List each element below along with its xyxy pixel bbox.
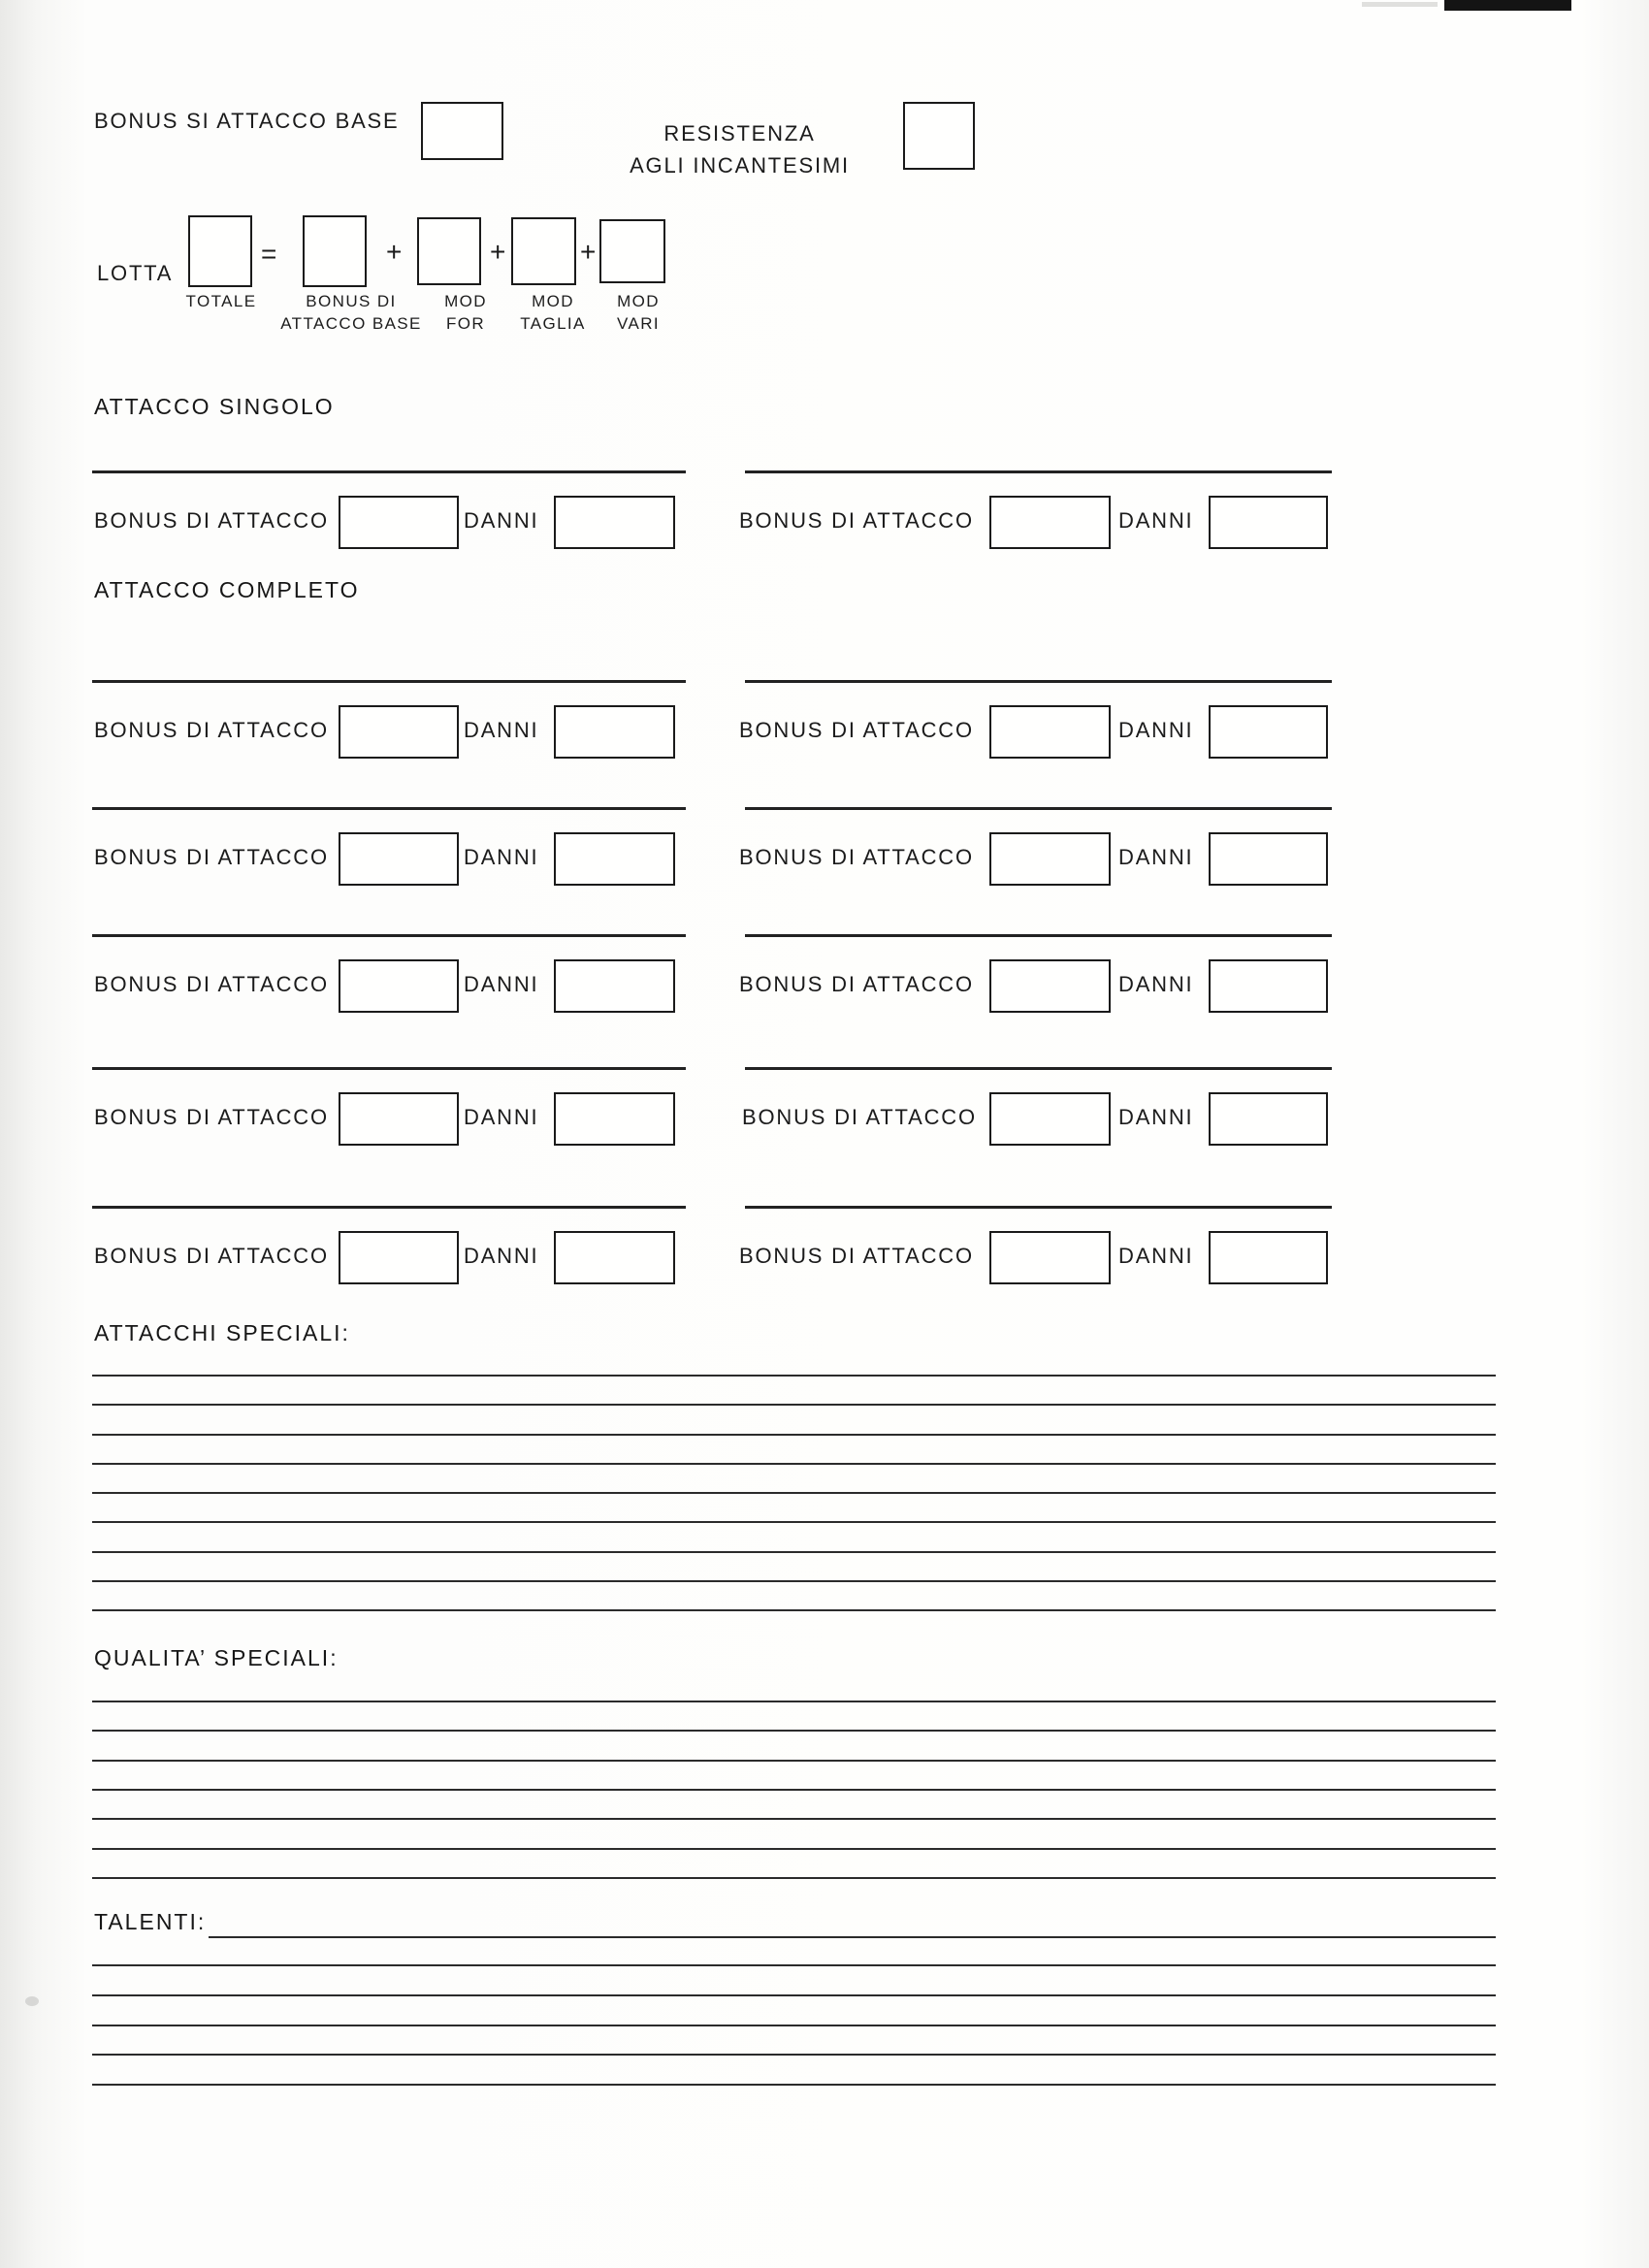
weapon-name-line[interactable] bbox=[92, 807, 686, 810]
weapon-name-line[interactable] bbox=[92, 934, 686, 937]
ruled-line[interactable] bbox=[92, 1701, 1496, 1702]
plus-sign: + bbox=[490, 237, 506, 267]
ruled-line[interactable] bbox=[92, 1521, 1496, 1523]
resistenza-incantesimi-field[interactable] bbox=[903, 102, 975, 170]
attack-bonus-field[interactable] bbox=[339, 832, 459, 886]
ruled-line[interactable] bbox=[92, 1434, 1496, 1436]
scan-edge-smudge bbox=[25, 1996, 39, 2006]
ruled-line[interactable] bbox=[92, 2025, 1496, 2026]
bonus-di-attacco-label: BONUS DI ATTACCO bbox=[739, 1244, 974, 1268]
lotta-mod-for-caption: MOD FOR bbox=[444, 292, 487, 333]
attack-damage-field[interactable] bbox=[1209, 832, 1328, 886]
talenti-lines bbox=[92, 1964, 1496, 2090]
attacchi-speciali-lines bbox=[92, 1375, 1496, 1617]
lotta-bonus-attacco-base-field[interactable] bbox=[303, 215, 367, 287]
ruled-line[interactable] bbox=[92, 1609, 1496, 1611]
ruled-line[interactable] bbox=[92, 1877, 1496, 1879]
attack-bonus-field[interactable] bbox=[989, 496, 1111, 549]
lotta-label: LOTTA bbox=[97, 261, 174, 285]
danni-label: DANNI bbox=[464, 972, 539, 996]
attack-bonus-field[interactable] bbox=[989, 959, 1111, 1013]
attack-damage-field[interactable] bbox=[1209, 959, 1328, 1013]
lotta-mod-vari-caption: MOD VARI bbox=[616, 292, 661, 333]
bonus-di-attacco-label: BONUS DI ATTACCO bbox=[94, 718, 329, 742]
weapon-name-line[interactable] bbox=[745, 470, 1332, 473]
talenti-inline-line[interactable] bbox=[209, 1936, 1496, 1938]
ruled-line[interactable] bbox=[92, 1848, 1496, 1850]
qualita-speciali-title: QUALITA’ SPECIALI: bbox=[94, 1645, 339, 1670]
attack-bonus-field[interactable] bbox=[339, 496, 459, 549]
ruled-line[interactable] bbox=[92, 1404, 1496, 1406]
attack-damage-field[interactable] bbox=[554, 1231, 675, 1284]
equals-sign: = bbox=[261, 239, 277, 269]
attack-damage-field[interactable] bbox=[1209, 496, 1328, 549]
bonus-di-attacco-label: BONUS DI ATTACCO bbox=[94, 845, 329, 869]
plus-sign: + bbox=[386, 237, 403, 267]
bonus-di-attacco-label: BONUS DI ATTACCO bbox=[739, 508, 974, 533]
attack-bonus-field[interactable] bbox=[339, 1092, 459, 1146]
bonus-di-attacco-label: BONUS DI ATTACCO bbox=[94, 1244, 329, 1268]
attack-bonus-field[interactable] bbox=[339, 959, 459, 1013]
lotta-bonus-attacco-base-caption: BONUS DI ATTACCO BASE bbox=[280, 292, 422, 333]
weapon-name-line[interactable] bbox=[92, 470, 686, 473]
bonus-si-attacco-base-label: BONUS SI ATTACCO BASE bbox=[94, 109, 400, 133]
danni-label: DANNI bbox=[464, 1105, 539, 1129]
attack-row bbox=[0, 807, 1649, 900]
ruled-line[interactable] bbox=[92, 1580, 1496, 1582]
attacchi-speciali-title: ATTACCHI SPECIALI: bbox=[94, 1320, 350, 1345]
bonus-di-attacco-label: BONUS DI ATTACCO bbox=[94, 972, 329, 996]
weapon-name-line[interactable] bbox=[745, 1067, 1332, 1070]
talenti-title: TALENTI: bbox=[94, 1909, 207, 1934]
ruled-line[interactable] bbox=[92, 1463, 1496, 1465]
danni-label: DANNI bbox=[1118, 1105, 1194, 1129]
ruled-line[interactable] bbox=[92, 1730, 1496, 1732]
attack-row bbox=[0, 680, 1649, 773]
attack-bonus-field[interactable] bbox=[339, 1231, 459, 1284]
lotta-mod-taglia-field[interactable] bbox=[511, 217, 576, 285]
danni-label: DANNI bbox=[464, 718, 539, 742]
attack-row bbox=[0, 1206, 1649, 1299]
attack-bonus-field[interactable] bbox=[989, 705, 1111, 759]
danni-label: DANNI bbox=[464, 508, 539, 533]
ruled-line[interactable] bbox=[92, 1375, 1496, 1377]
scan-corner-mark bbox=[1444, 0, 1571, 11]
attack-damage-field[interactable] bbox=[554, 832, 675, 886]
danni-label: DANNI bbox=[464, 1244, 539, 1268]
ruled-line[interactable] bbox=[92, 1994, 1496, 1996]
attack-damage-field[interactable] bbox=[1209, 1092, 1328, 1146]
weapon-name-line[interactable] bbox=[92, 1067, 686, 1070]
bonus-di-attacco-label: BONUS DI ATTACCO bbox=[742, 1105, 977, 1129]
attacco-singolo-title: ATTACCO SINGOLO bbox=[94, 394, 335, 419]
attack-damage-field[interactable] bbox=[554, 1092, 675, 1146]
danni-label: DANNI bbox=[1118, 718, 1194, 742]
resistenza-label-line1: RESISTENZA bbox=[663, 121, 816, 146]
bonus-di-attacco-label: BONUS DI ATTACCO bbox=[94, 508, 329, 533]
attack-row bbox=[0, 470, 1649, 564]
lotta-totale-caption: TOTALE bbox=[185, 292, 257, 310]
attack-bonus-field[interactable] bbox=[989, 1092, 1111, 1146]
ruled-line[interactable] bbox=[92, 1760, 1496, 1762]
attack-bonus-field[interactable] bbox=[339, 705, 459, 759]
attack-damage-field[interactable] bbox=[1209, 1231, 1328, 1284]
attack-bonus-field[interactable] bbox=[989, 1231, 1111, 1284]
danni-label: DANNI bbox=[1118, 508, 1194, 533]
bonus-di-attacco-label: BONUS DI ATTACCO bbox=[739, 845, 974, 869]
bonus-di-attacco-label: BONUS DI ATTACCO bbox=[739, 718, 974, 742]
attack-row bbox=[0, 1067, 1649, 1160]
ruled-line[interactable] bbox=[92, 1551, 1496, 1553]
scan-smudge bbox=[1362, 2, 1438, 7]
lotta-totale-field[interactable] bbox=[188, 215, 252, 287]
bonus-si-attacco-base-field[interactable] bbox=[421, 102, 503, 160]
ruled-line[interactable] bbox=[92, 2054, 1496, 2056]
weapon-name-line[interactable] bbox=[92, 1206, 686, 1209]
attacco-completo-title: ATTACCO COMPLETO bbox=[94, 577, 360, 602]
attack-bonus-field[interactable] bbox=[989, 832, 1111, 886]
danni-label: DANNI bbox=[1118, 845, 1194, 869]
danni-label: DANNI bbox=[1118, 972, 1194, 996]
qualita-speciali-lines bbox=[92, 1701, 1496, 1885]
attack-damage-field[interactable] bbox=[554, 959, 675, 1013]
lotta-mod-taglia-caption: MOD TAGLIA bbox=[520, 292, 586, 333]
plus-sign: + bbox=[580, 237, 597, 267]
attack-damage-field[interactable] bbox=[1209, 705, 1328, 759]
attack-damage-field[interactable] bbox=[554, 496, 675, 549]
lotta-mod-for-field[interactable] bbox=[417, 217, 481, 285]
weapon-name-line[interactable] bbox=[92, 680, 686, 683]
danni-label: DANNI bbox=[1118, 1244, 1194, 1268]
weapon-name-line[interactable] bbox=[745, 1206, 1332, 1209]
ruled-line[interactable] bbox=[92, 1789, 1496, 1791]
danni-label: DANNI bbox=[464, 845, 539, 869]
weapon-name-line[interactable] bbox=[745, 934, 1332, 937]
weapon-name-line[interactable] bbox=[745, 680, 1332, 683]
weapon-name-line[interactable] bbox=[745, 807, 1332, 810]
attack-damage-field[interactable] bbox=[554, 705, 675, 759]
lotta-mod-vari-field[interactable] bbox=[599, 219, 665, 283]
ruled-line[interactable] bbox=[92, 1492, 1496, 1494]
ruled-line[interactable] bbox=[92, 2084, 1496, 2086]
bonus-di-attacco-label: BONUS DI ATTACCO bbox=[94, 1105, 329, 1129]
ruled-line[interactable] bbox=[92, 1964, 1496, 1966]
ruled-line[interactable] bbox=[92, 1818, 1496, 1820]
attack-row bbox=[0, 934, 1649, 1027]
bonus-di-attacco-label: BONUS DI ATTACCO bbox=[739, 972, 974, 996]
resistenza-label-line2: AGLI INCANTESIMI bbox=[630, 153, 850, 178]
